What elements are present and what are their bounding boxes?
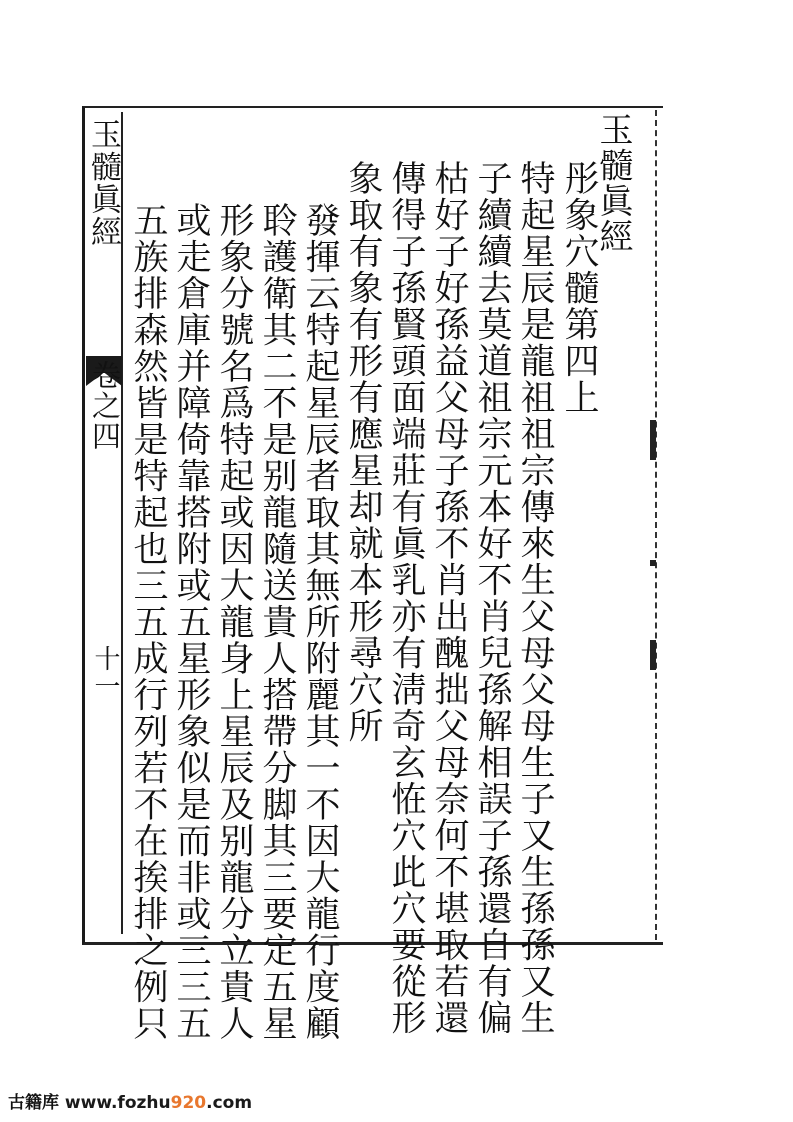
- footer-brand: 古籍库: [8, 1093, 59, 1113]
- margin-book-title: 玉髓眞經: [85, 118, 121, 248]
- chapter-heading: 彤象穴髓第四上: [559, 160, 599, 416]
- commentary-column: 或走倉庫并障倚靠搭附或五星形象似是而非或三三五: [171, 202, 211, 1042]
- text-column: 傳得子孫賢頭面端莊有眞乳亦有淸奇玄恠穴此穴要從形: [386, 160, 426, 1036]
- commentary-column: 形象分號名爲特起或因大龍身上星辰及别龍分立貴人: [214, 202, 254, 1042]
- commentary-column: 發揮云特起星辰者取其無所附麗其一不因大龍行度顧: [300, 202, 340, 1042]
- footer-url-suffix: .com: [206, 1093, 253, 1113]
- watermark-footer: [8, 1088, 252, 1113]
- edge-mark: [650, 420, 656, 460]
- text-column: 枯好子好孫益父母子孫不肖出醜拙父母奈何不堪取若還: [429, 160, 469, 1036]
- edge-mark: [650, 560, 656, 566]
- margin-volume: 卷之四: [88, 360, 122, 452]
- footer-url-domain: fozhu: [117, 1093, 171, 1113]
- text-column: 子續續去莫道祖宗元本好不肖兒孫解相誤子孫還自有偏: [472, 160, 512, 1036]
- footer-url-prefix: www.: [64, 1093, 118, 1113]
- book-title: 玉髓眞經: [593, 112, 633, 254]
- text-column: 象取有象有形有應星却就本形尋穴所: [343, 160, 383, 744]
- text-column: 特起星辰是龍祖祖宗傳來生父母父母生子又生孫孫又生: [515, 160, 555, 1036]
- page-right-edge: [651, 110, 657, 940]
- margin-page-number: 十一: [90, 645, 120, 700]
- edge-mark: [650, 640, 656, 670]
- commentary-column: 聆護衛其二不是别龍隨送貴人搭帶分脚其三要定五星: [257, 202, 297, 1042]
- footer-url-number: 920: [170, 1093, 207, 1113]
- commentary-column: 五族排森然皆是特起也三五成行列若不在挨排之例只: [128, 202, 168, 1042]
